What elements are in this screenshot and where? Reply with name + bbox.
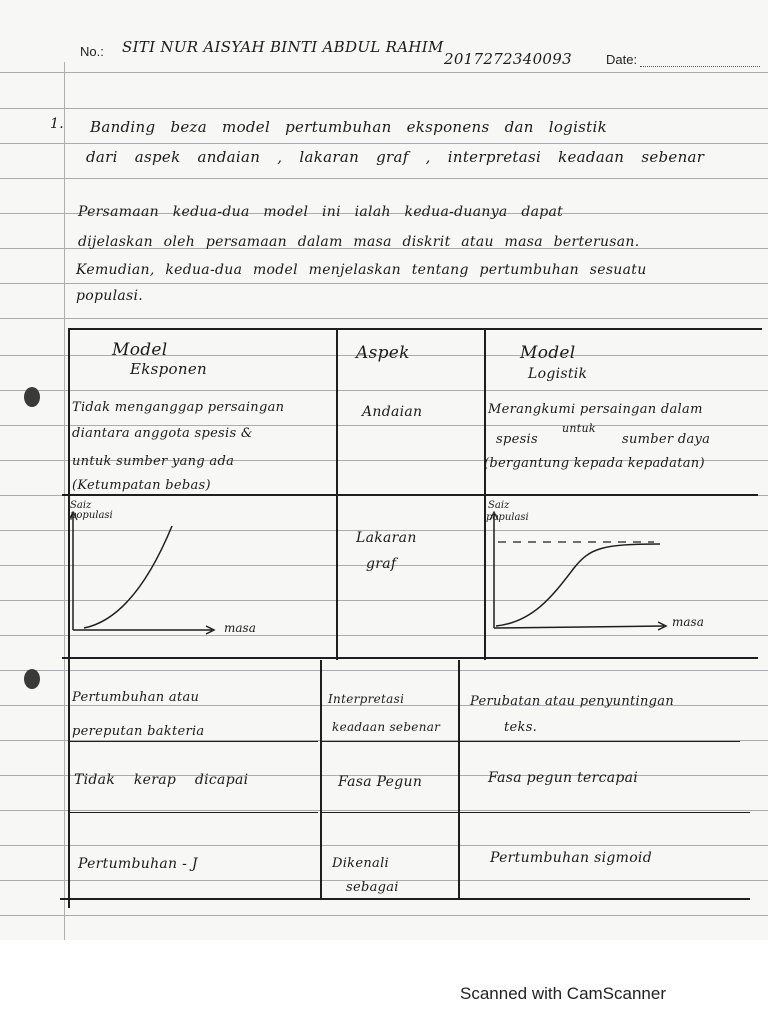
header-model-exp: Model [112, 340, 168, 360]
camscanner-watermark: Scanned with CamScanner [460, 984, 667, 1003]
cell-aspek-lakaran: graf [366, 556, 397, 572]
cell-aspek-interpretasi: keadaan sebenar [332, 720, 441, 734]
header-model-log-sub: Logistik [528, 366, 588, 382]
cell-exp-andaian: (Ketumpatan bebas) [72, 478, 211, 493]
header-model-log: Model [520, 343, 576, 363]
graph-exp-ylabel: Saiz [70, 500, 92, 511]
cell-log-andaian-insert: untuk [562, 422, 596, 435]
cell-aspek-lakaran: Lakaran [356, 530, 417, 546]
cell-exp-interpretasi: pereputan bakteria [72, 724, 205, 739]
header-model-exp-sub: Eksponen [130, 360, 207, 378]
paragraph-line: Persamaan kedua-dua model ini ialah kedua-duanya dapat [78, 204, 564, 220]
cell-exp-interpretasi: Pertumbuhan atau [72, 690, 200, 705]
binder-hole [24, 669, 40, 689]
header-aspek: Aspek [356, 343, 410, 363]
cell-log-interpretasi: teks. [504, 720, 538, 735]
cell-log-andaian: Merangkumi persaingan dalam [488, 402, 703, 417]
graph-log-curve [496, 544, 660, 626]
paragraph-line: populasi. [76, 288, 144, 304]
cell-exp-andaian: Tidak menganggap persaingan [72, 400, 285, 415]
cell-log-andaian: (bergantung kepada kepadatan) [484, 456, 705, 471]
cell-aspek-dikenali: Dikenali [332, 856, 389, 871]
cell-log-andaian: sumber daya [622, 432, 711, 447]
cell-aspek-fasa: Fasa Pegun [338, 774, 423, 790]
no-label: No.: [80, 44, 104, 59]
graph-log-xlabel: masa [672, 615, 704, 629]
cell-exp-dikenali: Pertumbuhan - J [78, 856, 198, 872]
graph-exponential [64, 498, 264, 648]
date-label: Date: [606, 52, 638, 67]
cell-log-dikenali: Pertumbuhan sigmoid [490, 850, 652, 866]
paragraph-line: dijelaskan oleh persamaan dalam masa diskrit atau masa berterusan. [78, 234, 640, 250]
graph-log-ylabel: Saiz [488, 500, 510, 511]
cell-aspek-dikenali: sebagai [346, 880, 399, 895]
cell-exp-andaian: diantara anggota spesis & [72, 426, 253, 441]
cell-aspek-interpretasi: Interpretasi [328, 692, 405, 706]
student-id: 2017272340093 [444, 50, 572, 68]
cell-exp-fasa: Tidak kerap dicapai [74, 772, 249, 788]
cell-log-interpretasi: Perubatan atau penyuntingan [470, 694, 675, 709]
student-name: SITI NUR AISYAH BINTI ABDUL RAHIM [122, 38, 444, 56]
question-line: Banding beza model pertumbuhan eksponens dan logistik [90, 118, 607, 136]
graph-exp-xlabel: masa [224, 621, 256, 635]
cell-aspek-andaian: Andaian [362, 404, 423, 420]
graph-logistic [484, 498, 724, 648]
cell-log-andaian: spesis [496, 432, 538, 447]
graph-exp-ylabel: populasi [70, 510, 113, 521]
question-number: 1. [50, 116, 64, 132]
paragraph-line: Kemudian, kedua-dua model menjelaskan tentang pertumbuhan sesuatu [76, 262, 647, 278]
cell-log-fasa: Fasa pegun tercapai [488, 770, 639, 786]
graph-log-x-axis [494, 626, 664, 628]
cell-exp-andaian: untuk sumber yang ada [72, 454, 235, 469]
binder-hole [24, 387, 40, 407]
graph-exp-curve [84, 526, 172, 628]
question-line: dari aspek andaian , lakaran graf , interpretasi keadaan sebenar [86, 148, 705, 166]
graph-log-ylabel: populasi [486, 512, 529, 523]
